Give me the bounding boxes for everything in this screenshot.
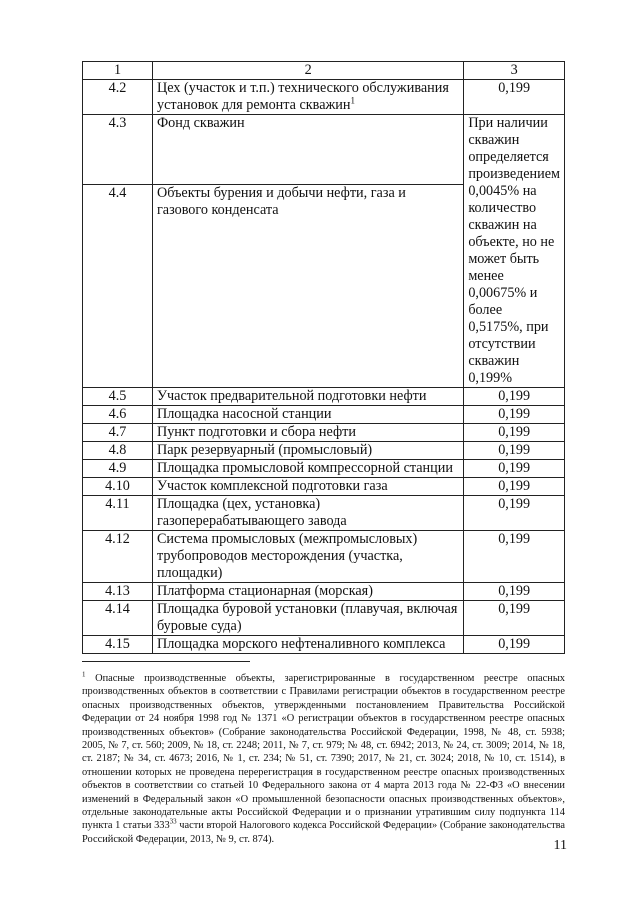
row-number: 4.11	[83, 496, 153, 531]
row-number: 4.9	[83, 460, 153, 478]
object-name: Площадка морского нефтеналивного комплекса	[152, 636, 463, 654]
row-number: 4.12	[83, 531, 153, 583]
row-number: 4.10	[83, 478, 153, 496]
object-name: Фонд скважин	[152, 115, 463, 185]
object-name: Система промысловых (межпромысловых) трубопроводов месторождения (участка, площадки)	[152, 531, 463, 583]
object-name: Участок предварительной подготовки нефти	[152, 388, 463, 406]
rate-value: 0,199	[464, 636, 565, 654]
rate-value: 0,199	[464, 531, 565, 583]
table-row	[83, 496, 565, 531]
rate-value: 0,199	[464, 601, 565, 636]
footnote-marker: 1	[82, 670, 86, 679]
rate-value: 0,199	[464, 583, 565, 601]
rate-value: 0,199	[464, 460, 565, 478]
page-number: 11	[553, 838, 567, 853]
table-row	[83, 406, 565, 424]
object-name: Участок комплексной подготовки газа	[152, 478, 463, 496]
footnote-ref: 1	[350, 95, 355, 106]
table-row	[83, 115, 565, 185]
object-name-text: Цех (участок и т.п.) технического обслуживания установок для ремонта скважин	[156, 80, 449, 113]
row-number: 4.6	[83, 406, 153, 424]
wells-rate-note: При наличии скважин определяется произведением 0,0045% на количество скважин на объекте, но не может быть менее 0,00675% и более 0,5175%, при отсутствии скважин 0,199%	[464, 115, 565, 388]
table-row	[83, 460, 565, 478]
rate-value: 0,199	[464, 496, 565, 531]
rate-value: 0,199	[464, 442, 565, 460]
object-name: Площадка насосной станции	[152, 406, 463, 424]
row-number: 4.15	[83, 636, 153, 654]
footnote-text-end: части второй Налогового кодекса Российской Федерации» (Собрание законодательства Российской Федерации, 2013, № 9, ст. 874).	[82, 820, 566, 845]
object-name: Площадка буровой установки (плавучая, включая буровые суда)	[152, 601, 463, 636]
row-number: 4.13	[83, 583, 153, 601]
object-name: Парк резервуарный (промысловый)	[152, 442, 463, 460]
rate-value: 0,199	[464, 406, 565, 424]
row-number: 4.3	[83, 115, 153, 185]
table-row	[83, 601, 565, 636]
object-name	[152, 80, 463, 115]
row-number: 4.8	[83, 442, 153, 460]
row-number: 4.4	[83, 185, 153, 388]
column-header-2: 2	[152, 62, 463, 80]
table-header-row	[83, 62, 565, 80]
object-name: Платформа стационарная (морская)	[152, 583, 463, 601]
rates-table	[82, 61, 565, 654]
object-name: Объекты бурения и добычи нефти, газа и газового конденсата	[152, 185, 463, 388]
table-row	[83, 531, 565, 583]
object-name: Площадка промысловой компрессорной станции	[152, 460, 463, 478]
footnote-separator	[82, 661, 250, 662]
rate-value: 0,199	[464, 478, 565, 496]
row-number: 4.14	[83, 601, 153, 636]
table-row	[83, 636, 565, 654]
table-row	[83, 583, 565, 601]
footnote-article-sup: 33	[169, 818, 177, 826]
table-row	[83, 478, 565, 496]
row-number: 4.5	[83, 388, 153, 406]
table-row	[83, 388, 565, 406]
footnote-text: Опасные производственные объекты, зарегистрированные в государственном реестре опасных производственных объектов в соответствии с Правилами регистрации объектов в государственном реестре опасных производственных объектов, утвержденными постановлением Правительства Российской Федерации от 24 ноября 1998 год № 1371 «О регистрации объектов в государственном реестре опасных производственных объектов» (Собрание законодательства Российской Федерации, 1998, № 48, ст. 5938; 2005, № 7, ст. 560; 2009, № 18, ст. 2248; 2011, № 7, ст. 979; № 48, ст. 6942; 2013, № 24, ст. 3009; 2014, № 18, ст. 2187; № 34, ст. 4673; 2016, № 1, ст. 234; № 51, ст. 7390; 2017, № 21, ст. 3024; 2018, № 10, ст. 1514), в отношении которых не проведена перерегистрация в государственном реестре опасных производственных объектов в соответствии со статьей 10 Федерального закона от 4 марта 2013 года № 22-ФЗ «О внесении изменений в Федеральный закон «О промышленной безопасности опасных производственных объектов», отдельные законодательные акты Российской Федерации и о признании утратившим силу подпункта 114 пункта 1 статьи 333	[82, 673, 565, 832]
table-row	[83, 424, 565, 442]
rate-value: 0,199	[464, 424, 565, 442]
rate-value: 0,199	[464, 80, 565, 115]
rate-value: 0,199	[464, 388, 565, 406]
footnote	[82, 672, 565, 846]
column-header-1: 1	[83, 62, 153, 80]
table-row	[83, 442, 565, 460]
table-row	[83, 80, 565, 115]
column-header-3: 3	[464, 62, 565, 80]
object-name: Площадка (цех, установка) газоперерабатывающего завода	[152, 496, 463, 531]
object-name: Пункт подготовки и сбора нефти	[152, 424, 463, 442]
row-number: 4.2	[83, 80, 153, 115]
row-number: 4.7	[83, 424, 153, 442]
